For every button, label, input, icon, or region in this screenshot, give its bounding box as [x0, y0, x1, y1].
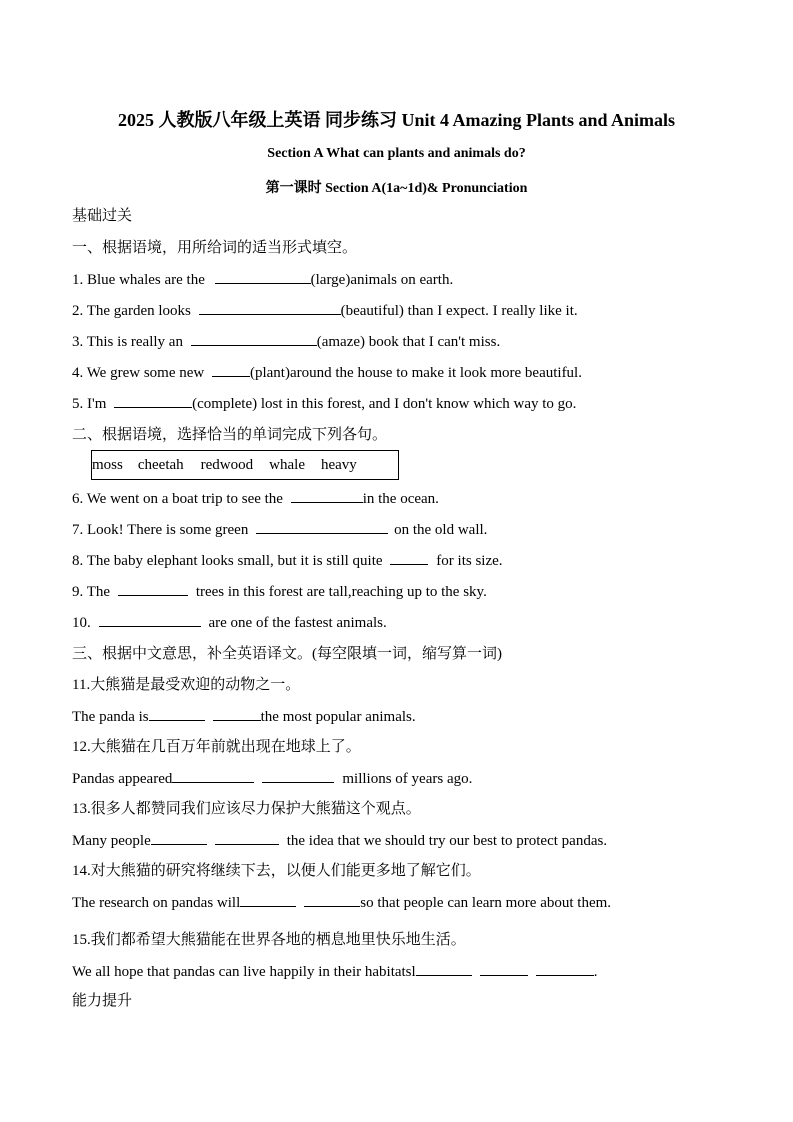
q12-text-b: millions of years ago. [342, 771, 473, 787]
word-bank-item: whale [269, 457, 305, 473]
page-title: 2025 人教版八年级上英语 同步练习 Unit 4 Amazing Plants and Animals [117, 110, 676, 130]
q15-text-a: We all hope that pandas can live happily in their habitatsl [72, 964, 416, 980]
q13-text-b: the idea that we should try our best to protect pandas. [286, 833, 608, 849]
word-bank-item: cheetah [137, 457, 184, 473]
q5-text-b: (complete) lost in this forest, and I don't know which way to go. [192, 396, 577, 412]
q11-chinese: 11.大熊猫是最受欢迎的动物之一。 [72, 677, 301, 693]
question-4 [72, 362, 582, 383]
q8-text-b: for its size. [436, 553, 503, 569]
q10-text-b: are one of the fastest animals. [208, 615, 387, 631]
q4-text-b: (plant)around the house to make it look more beautiful. [249, 365, 582, 381]
q1-answer-blank[interactable] [215, 269, 311, 284]
q14-chinese: 14.对大熊猫的研究将继续下去，以便人们能更多地了解它们。 [72, 863, 481, 879]
q14-answer-blank-1[interactable] [240, 892, 296, 907]
q2-answer-blank[interactable] [199, 300, 341, 315]
q15-chinese: 15.我们都希望大熊猫能在世界各地的栖息地里快乐地生活。 [72, 932, 466, 948]
q15-answer-blank-2[interactable] [480, 961, 528, 976]
q6-answer-blank[interactable] [291, 488, 363, 503]
q4-text-a: 4. We grew some new [72, 365, 205, 381]
word-bank-item: redwood [200, 457, 254, 473]
q11-text-a: The panda is [72, 709, 149, 725]
word-bank-box [91, 450, 399, 480]
part3-heading: 三、根据中文意思，补全英语译文。(每空限填一词，缩写算一词) [72, 646, 502, 662]
q14-text-a: The research on pandas will [72, 895, 241, 911]
question-2 [72, 300, 578, 321]
lesson-subtitle: 第一课时 Section A(1a~1d)& Pronunciation [265, 181, 528, 196]
q3-answer-blank[interactable] [191, 331, 317, 346]
question-14 [72, 892, 611, 913]
q3-text-a: 3. This is really an [72, 334, 183, 350]
q8-text-a: 8. The baby elephant looks small, but it is still quite [72, 553, 383, 569]
q14-text-b: so that people can learn more about them. [360, 895, 612, 911]
q9-text-a: 9. The [72, 584, 111, 600]
q14-answer-blank-2[interactable] [304, 892, 360, 907]
question-15 [72, 961, 597, 982]
question-12 [72, 768, 472, 789]
question-11 [72, 706, 416, 727]
q12-answer-blank-1[interactable] [172, 768, 254, 783]
q13-text-a: Many people [72, 833, 151, 849]
basic-section-label: 基础过关 [72, 208, 133, 224]
question-13 [72, 830, 607, 851]
q2-text-a: 2. The garden looks [72, 303, 191, 319]
word-bank-item: heavy [320, 457, 357, 473]
q5-text-a: 5. I'm [72, 396, 107, 412]
q4-answer-blank[interactable] [212, 362, 250, 377]
q12-chinese: 12.大熊猫在几百万年前就出现在地球上了。 [72, 739, 361, 755]
advanced-section-label: 能力提升 [72, 993, 133, 1009]
q11-answer-blank-1[interactable] [149, 706, 205, 721]
q13-chinese: 13.很多人都赞同我们应该尽力保护大熊猫这个观点。 [72, 801, 421, 817]
q10-text-a: 10. [72, 615, 91, 631]
q13-answer-blank-2[interactable] [215, 830, 279, 845]
question-5 [72, 393, 576, 414]
q1-text-a: 1. Blue whales are the [72, 272, 205, 288]
q13-answer-blank-1[interactable] [151, 830, 207, 845]
q6-text-a: 6. We went on a boat trip to see the [72, 491, 283, 507]
question-3 [72, 331, 500, 352]
q11-text-b: the most popular animals. [260, 709, 416, 725]
q8-answer-blank[interactable] [390, 550, 428, 565]
q9-answer-blank[interactable] [118, 581, 188, 596]
q15-answer-blank-3[interactable] [536, 961, 594, 976]
part2-heading: 二、根据语境，选择恰当的单词完成下列各句。 [72, 427, 388, 443]
q9-text-b: trees in this forest are tall,reaching up to the sky. [195, 584, 487, 600]
question-7 [72, 519, 487, 540]
q2-text-b: (beautiful) than I expect. I really like it. [340, 303, 578, 319]
q3-text-b: (amaze) book that I can't miss. [316, 334, 501, 350]
part1-heading: 一、根据语境，用所给词的适当形式填空。 [72, 240, 358, 256]
question-8 [72, 550, 503, 571]
q7-text-b: on the old wall. [394, 522, 488, 538]
q6-text-b: in the ocean. [362, 491, 439, 507]
q11-answer-blank-2[interactable] [213, 706, 261, 721]
q10-answer-blank[interactable] [99, 612, 201, 627]
q7-text-a: 7. Look! There is some green [72, 522, 249, 538]
q15-text-b: . [593, 964, 598, 980]
q5-answer-blank[interactable] [114, 393, 192, 408]
question-1 [72, 269, 453, 290]
section-subtitle: Section A What can plants and animals do? [267, 146, 526, 161]
question-10 [72, 612, 387, 633]
word-bank-item: moss [92, 457, 123, 473]
q7-answer-blank[interactable] [256, 519, 388, 534]
q12-text-a: Pandas appeared [72, 771, 173, 787]
q1-text-b: (large)animals on earth. [310, 272, 454, 288]
q15-answer-blank-1[interactable] [416, 961, 472, 976]
question-6 [72, 488, 439, 509]
q12-answer-blank-2[interactable] [262, 768, 334, 783]
question-9 [72, 581, 487, 602]
